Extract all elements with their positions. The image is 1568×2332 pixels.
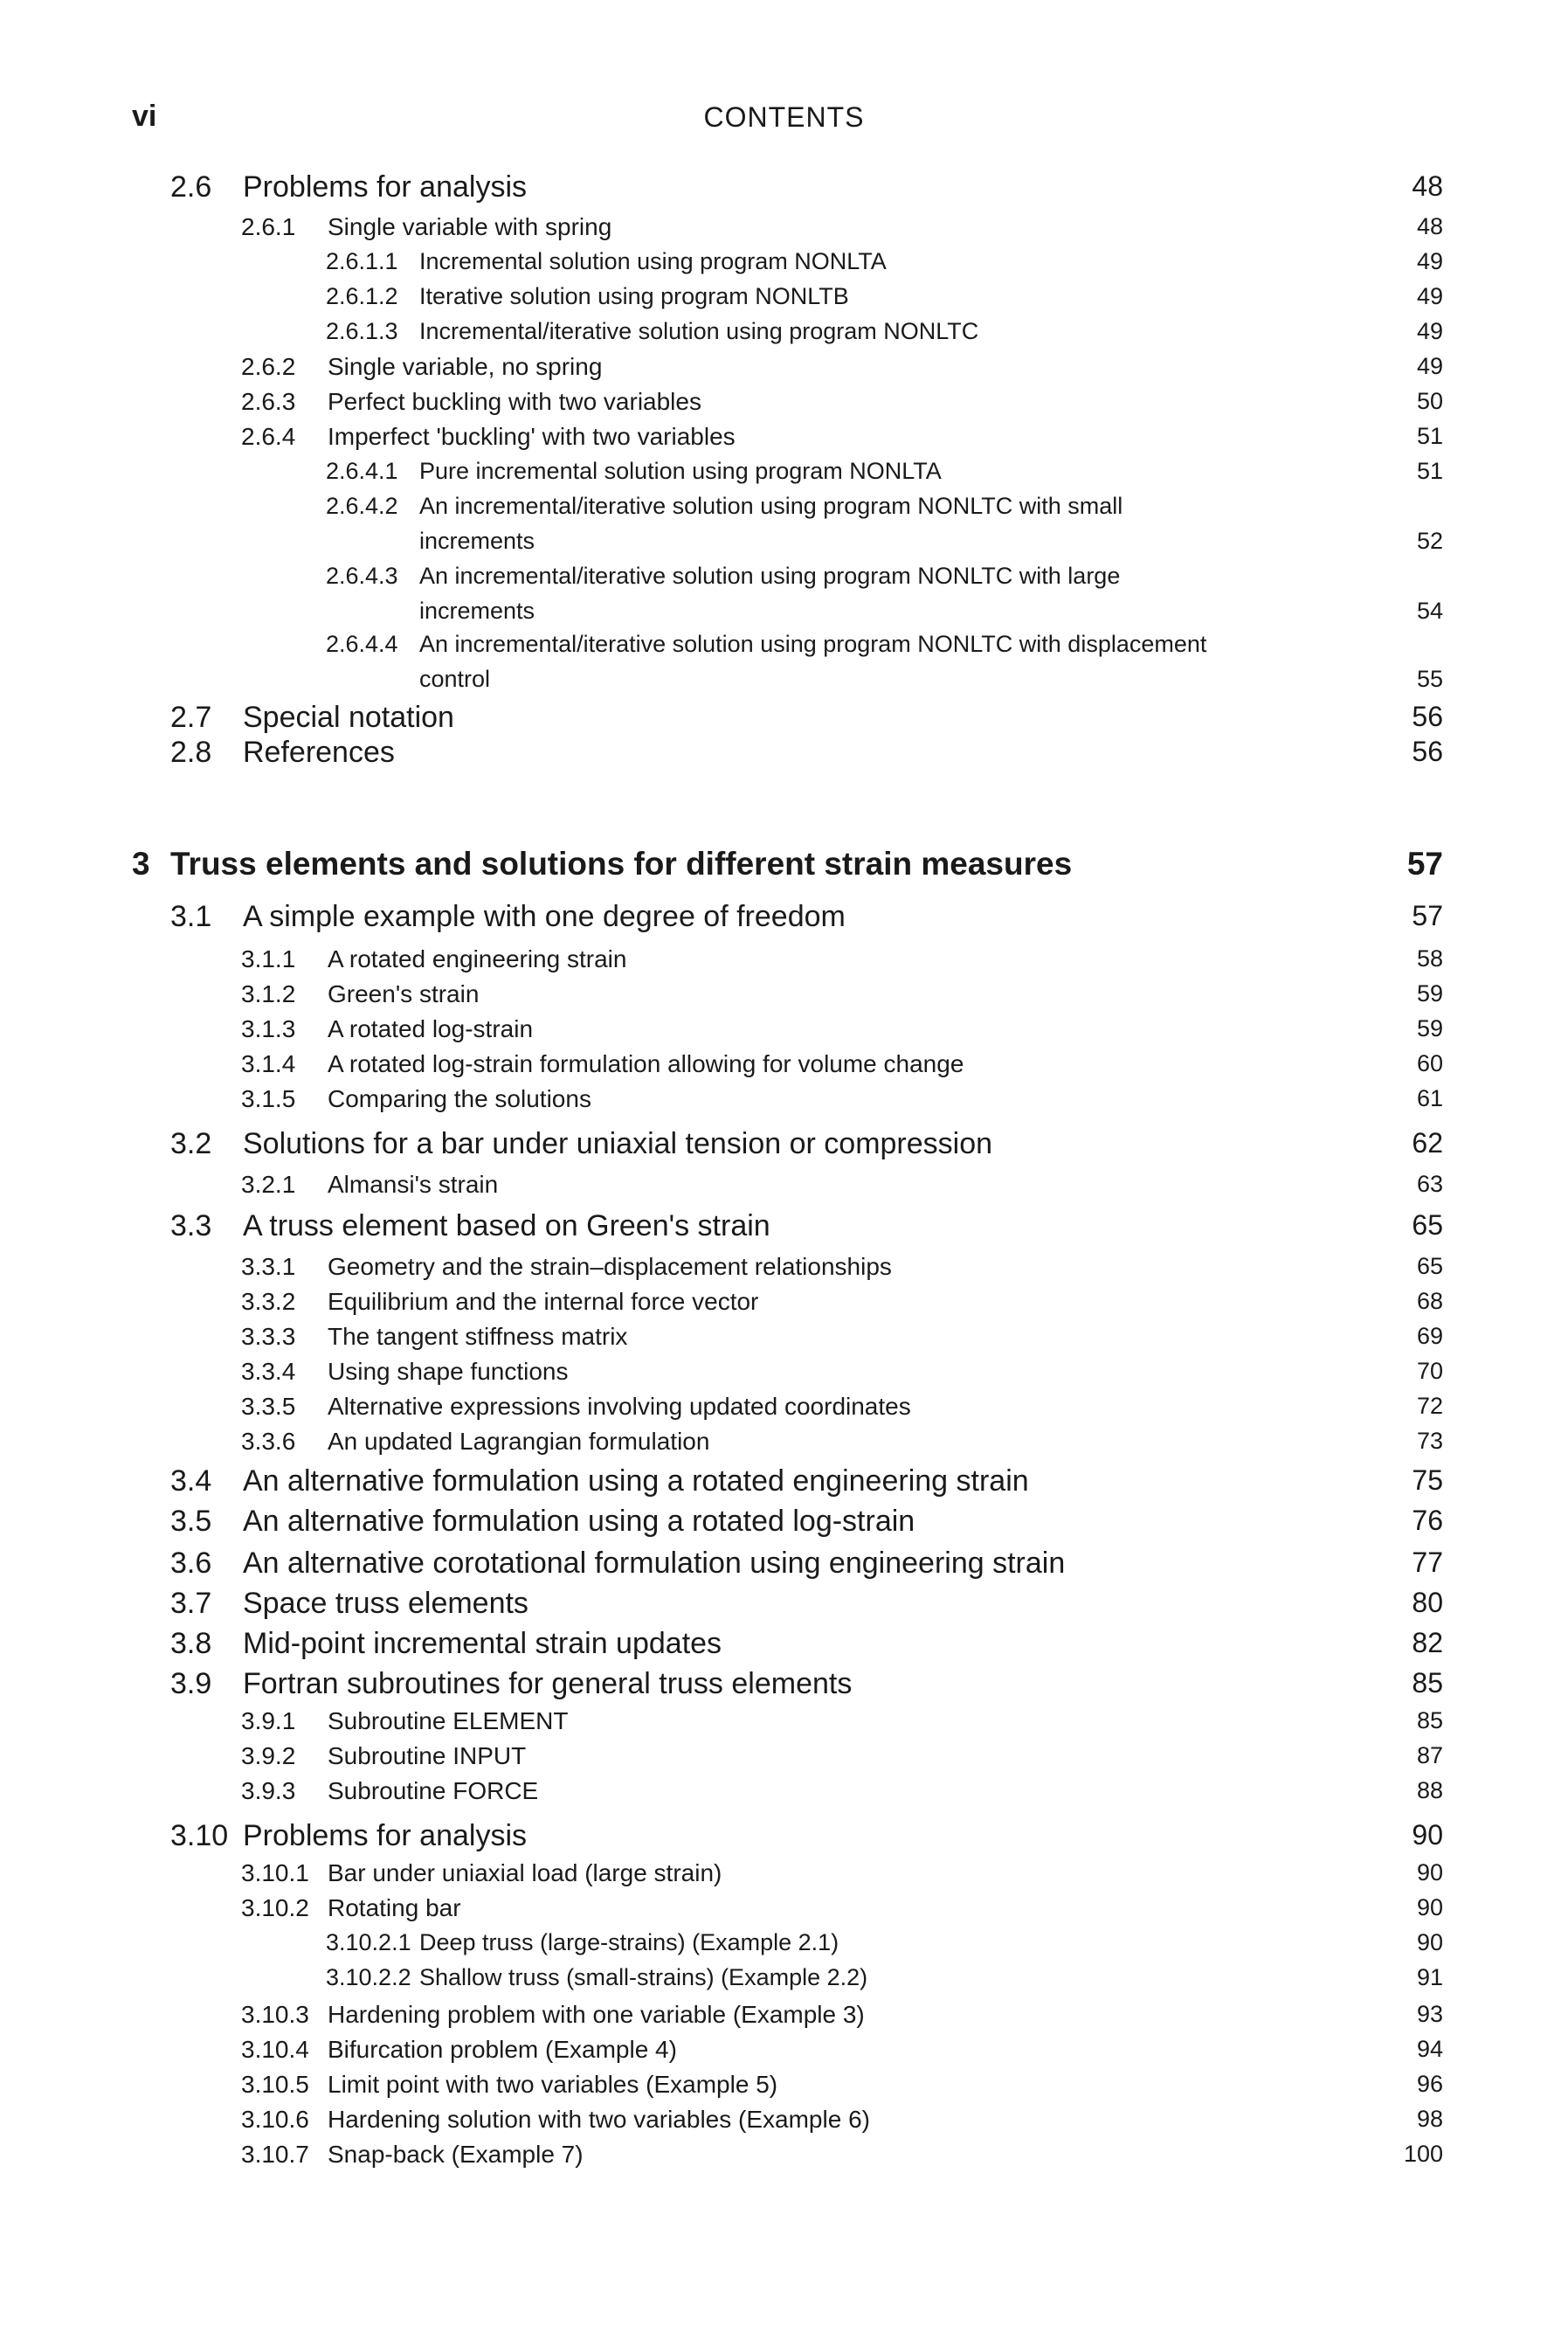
entry-title: A simple example with one degree of freedom bbox=[243, 900, 846, 933]
entry-number: 3.3.6 bbox=[241, 1428, 296, 1455]
entry-page-number: 62 bbox=[1412, 1127, 1443, 1159]
entry-page-number: 72 bbox=[1416, 1393, 1443, 1419]
entry-page-number: 57 bbox=[1406, 846, 1443, 882]
entry-title: A truss element based on Green's strain bbox=[243, 1209, 770, 1242]
entry-page-number: 80 bbox=[1412, 1587, 1443, 1618]
entry-title: Alternative expressions involving updated coordinates bbox=[328, 1393, 911, 1420]
entry-page-number: 59 bbox=[1416, 980, 1443, 1007]
entry-title: Incremental/iterative solution using program NONLTC bbox=[419, 318, 979, 344]
entry-page-number: 56 bbox=[1412, 701, 1443, 732]
entry-title: Perfect buckling with two variables bbox=[328, 388, 701, 415]
entry-number: 2.6.4 bbox=[241, 423, 296, 450]
entry-page-number: 61 bbox=[1416, 1085, 1443, 1111]
entry-title: Subroutine INPUT bbox=[328, 1742, 527, 1769]
entry-page-number: 88 bbox=[1416, 1777, 1443, 1803]
entry-title: Mid-point incremental strain updates bbox=[243, 1627, 722, 1660]
entry-page-number: 51 bbox=[1416, 458, 1443, 484]
entry-title: An alternative formulation using a rotated log-strain bbox=[243, 1505, 915, 1538]
entry-page-number: 76 bbox=[1412, 1505, 1443, 1536]
entry-page-number: 93 bbox=[1416, 2001, 1443, 2027]
entry-page-number: 90 bbox=[1416, 1929, 1443, 1955]
entry-page-number: 87 bbox=[1416, 1742, 1443, 1768]
entry-number: 2.6.2 bbox=[241, 353, 296, 380]
entry-number: 2.6.4.3 bbox=[326, 563, 398, 589]
entry-page-number: 49 bbox=[1416, 248, 1443, 274]
entry-title: Subroutine ELEMENT bbox=[328, 1707, 569, 1734]
entry-number: 2.6.1.1 bbox=[326, 248, 398, 274]
entry-number: 2.6.1.3 bbox=[326, 318, 398, 344]
entry-title: A rotated log-strain formulation allowing for volume change bbox=[328, 1050, 964, 1077]
entry-number: 3.7 bbox=[170, 1587, 212, 1620]
entry-page-number: 82 bbox=[1412, 1627, 1443, 1658]
entry-page-number: 49 bbox=[1416, 353, 1443, 379]
entry-page-number: 69 bbox=[1416, 1323, 1443, 1349]
entry-page-number: 85 bbox=[1412, 1667, 1443, 1699]
entry-title: Using shape functions bbox=[328, 1358, 569, 1385]
entry-title: Bifurcation problem (Example 4) bbox=[328, 2036, 677, 2063]
entry-number: 3.10.3 bbox=[241, 2001, 309, 2028]
entry-title: An incremental/iterative solution using program NONLTC with large bbox=[419, 563, 1121, 589]
entry-page-number: 56 bbox=[1412, 736, 1443, 767]
entry-title: A rotated engineering strain bbox=[328, 945, 627, 972]
entry-number: 3.9.1 bbox=[241, 1707, 296, 1734]
entry-title: An incremental/iterative solution using program NONLTC with small bbox=[419, 493, 1123, 519]
entry-title: Single variable, no spring bbox=[328, 353, 603, 380]
entry-number: 2.6 bbox=[170, 170, 212, 204]
entry-page-number: 63 bbox=[1416, 1171, 1443, 1197]
entry-number: 3.1 bbox=[170, 900, 212, 933]
entry-title: increments bbox=[419, 598, 535, 624]
entry-title: Imperfect 'buckling' with two variables bbox=[328, 423, 736, 450]
entry-number: 3 bbox=[132, 846, 150, 882]
entry-page-number: 51 bbox=[1416, 423, 1443, 449]
entry-number: 2.6.4.1 bbox=[326, 458, 398, 484]
entry-number: 3.1.2 bbox=[241, 980, 296, 1007]
entry-number: 2.7 bbox=[170, 701, 212, 734]
entry-number: 3.5 bbox=[170, 1505, 212, 1538]
entry-title: increments bbox=[419, 528, 535, 554]
entry-number: 3.3.4 bbox=[241, 1358, 296, 1385]
entry-title: Rotating bar bbox=[328, 1894, 461, 1921]
entry-title: Solutions for a bar under uniaxial tension or compression bbox=[243, 1127, 993, 1160]
entry-title: An incremental/iterative solution using program NONLTC with displacement bbox=[419, 631, 1207, 657]
entry-title: Fortran subroutines for general truss elements bbox=[243, 1667, 853, 1700]
entry-page-number: 91 bbox=[1416, 1964, 1443, 1990]
entry-number: 3.1.1 bbox=[241, 945, 296, 972]
entry-page-number: 58 bbox=[1416, 945, 1443, 972]
entry-number: 3.8 bbox=[170, 1627, 212, 1660]
entry-title: Shallow truss (small-strains) (Example 2.2) bbox=[419, 1964, 868, 1990]
entry-number: 3.10.2 bbox=[241, 1894, 309, 1921]
entry-title: Geometry and the strain–displacement relationships bbox=[328, 1253, 892, 1280]
entry-number: 2.6.4.2 bbox=[326, 493, 398, 519]
entry-page-number: 90 bbox=[1416, 1894, 1443, 1920]
entry-page-number: 68 bbox=[1416, 1288, 1443, 1314]
entry-page-number: 49 bbox=[1416, 283, 1443, 309]
entry-number: 3.3 bbox=[170, 1209, 212, 1242]
entry-number: 3.10.2.1 bbox=[326, 1929, 411, 1955]
entry-title: Single variable with spring bbox=[328, 213, 612, 240]
entry-page-number: 55 bbox=[1416, 666, 1443, 692]
page-title: CONTENTS bbox=[703, 101, 865, 133]
entry-page-number: 90 bbox=[1416, 1859, 1443, 1886]
entry-page-number: 94 bbox=[1416, 2036, 1443, 2062]
entry-title: An updated Lagrangian formulation bbox=[328, 1428, 710, 1455]
entry-page-number: 100 bbox=[1403, 2141, 1443, 2167]
entry-title: Truss elements and solutions for different strain measures bbox=[170, 846, 1073, 882]
entry-number: 3.3.5 bbox=[241, 1393, 296, 1420]
entry-number: 3.10.2.2 bbox=[326, 1964, 411, 1990]
entry-number: 2.8 bbox=[170, 736, 212, 769]
entry-title: Space truss elements bbox=[243, 1587, 528, 1620]
entry-page-number: 52 bbox=[1416, 528, 1443, 554]
entry-title: Deep truss (large-strains) (Example 2.1) bbox=[419, 1929, 839, 1955]
entry-number: 3.6 bbox=[170, 1547, 212, 1580]
entry-number: 3.1.4 bbox=[241, 1050, 296, 1077]
entry-page-number: 50 bbox=[1416, 388, 1443, 414]
entry-title: References bbox=[243, 736, 395, 769]
entry-number: 3.1.3 bbox=[241, 1015, 296, 1042]
entry-number: 2.6.1 bbox=[241, 213, 296, 240]
entry-number: 3.9.2 bbox=[241, 1742, 296, 1769]
entry-title: Bar under uniaxial load (large strain) bbox=[328, 1859, 722, 1886]
entry-title: Almansi's strain bbox=[328, 1171, 499, 1198]
entry-title: Problems for analysis bbox=[243, 1819, 528, 1852]
entry-title: Pure incremental solution using program NONLTA bbox=[419, 458, 942, 484]
entry-number: 3.9.3 bbox=[241, 1777, 296, 1804]
entry-title: control bbox=[419, 666, 491, 692]
entry-number: 3.1.5 bbox=[241, 1085, 296, 1112]
entry-number: 2.6.1.2 bbox=[326, 283, 398, 309]
entry-page-number: 65 bbox=[1412, 1209, 1443, 1241]
entry-title: Comparing the solutions bbox=[328, 1085, 591, 1112]
entry-page-number: 65 bbox=[1416, 1253, 1443, 1279]
entry-title: An alternative corotational formulation using engineering strain bbox=[243, 1547, 1066, 1580]
entry-number: 3.4 bbox=[170, 1464, 212, 1498]
entry-page-number: 98 bbox=[1416, 2106, 1443, 2132]
entry-number: 3.3.1 bbox=[241, 1253, 296, 1280]
entry-number: 3.10 bbox=[170, 1819, 229, 1852]
entry-page-number: 77 bbox=[1412, 1547, 1443, 1578]
entry-number: 3.10.6 bbox=[241, 2106, 309, 2133]
entry-page-number: 48 bbox=[1416, 213, 1443, 239]
entry-number: 3.10.1 bbox=[241, 1859, 309, 1886]
entry-page-number: 75 bbox=[1412, 1464, 1443, 1496]
entry-page-number: 57 bbox=[1412, 900, 1443, 931]
entry-page-number: 96 bbox=[1416, 2071, 1443, 2097]
entry-page-number: 70 bbox=[1416, 1358, 1443, 1384]
entry-title: Hardening problem with one variable (Example 3) bbox=[328, 2001, 865, 2028]
entry-page-number: 73 bbox=[1416, 1428, 1443, 1454]
entry-title: The tangent stiffness matrix bbox=[328, 1323, 628, 1350]
entry-number: 3.3.3 bbox=[241, 1323, 296, 1350]
entry-number: 3.10.4 bbox=[241, 2036, 309, 2063]
entry-title: Special notation bbox=[243, 701, 454, 734]
entry-title: Equilibrium and the internal force vector bbox=[328, 1288, 759, 1315]
entry-title: Problems for analysis bbox=[243, 170, 528, 204]
entry-title: Snap-back (Example 7) bbox=[328, 2141, 584, 2168]
entry-title: A rotated log-strain bbox=[328, 1015, 534, 1042]
entry-title: An alternative formulation using a rotated engineering strain bbox=[243, 1464, 1029, 1498]
entry-page-number: 90 bbox=[1412, 1819, 1443, 1851]
entry-number: 2.6.4.4 bbox=[326, 631, 398, 657]
entry-page-number: 54 bbox=[1416, 598, 1443, 624]
entry-number: 3.3.2 bbox=[241, 1288, 296, 1315]
entry-title: Incremental solution using program NONLTA bbox=[419, 248, 887, 274]
entry-page-number: 59 bbox=[1416, 1015, 1443, 1041]
entry-title: Green's strain bbox=[328, 980, 480, 1007]
entry-page-number: 48 bbox=[1412, 170, 1443, 202]
entry-title: Subroutine FORCE bbox=[328, 1777, 539, 1804]
entry-number: 3.2.1 bbox=[241, 1171, 296, 1198]
entry-title: Limit point with two variables (Example 5) bbox=[328, 2071, 778, 2098]
page-number-roman: vi bbox=[132, 100, 157, 133]
entry-number: 2.6.3 bbox=[241, 388, 296, 415]
entry-number: 3.2 bbox=[170, 1127, 212, 1160]
entry-title: Hardening solution with two variables (Example 6) bbox=[328, 2106, 870, 2133]
entry-title: Iterative solution using program NONLTB bbox=[419, 283, 849, 309]
entry-number: 3.9 bbox=[170, 1667, 212, 1700]
entry-number: 3.10.5 bbox=[241, 2071, 309, 2098]
entry-page-number: 49 bbox=[1416, 318, 1443, 344]
entry-number: 3.10.7 bbox=[241, 2141, 309, 2168]
entry-page-number: 85 bbox=[1416, 1707, 1443, 1733]
entry-page-number: 60 bbox=[1416, 1050, 1443, 1076]
